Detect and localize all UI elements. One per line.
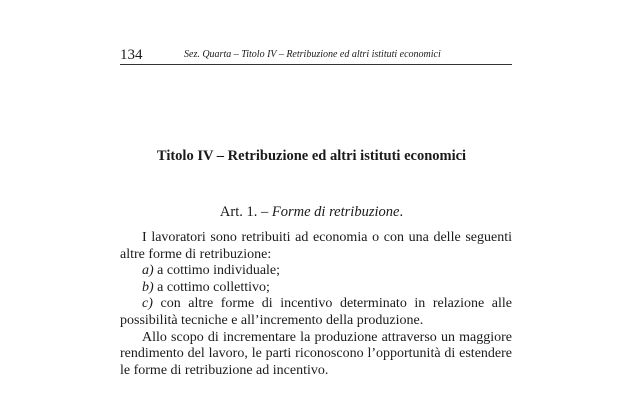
article-body <box>120 230 512 379</box>
intro-paragraph: I lavoratori sono retribuiti ad economia o con una delle seguenti altre forme di retribuzione: <box>120 230 512 262</box>
article-rubric-end: . <box>399 204 404 220</box>
running-title: Sez. Quarta – Titolo IV – Retribuzione ed altri istituti economici <box>184 49 441 60</box>
page-number: 134 <box>120 47 143 63</box>
list-item-text: a cottimo individuale; <box>153 263 281 279</box>
closing-paragraph: Allo scopo di incrementare la produzione attraverso un maggiore rendimento del lavoro, le parti riconoscono l’opportunità di estendere le forme di retribuzione ad incentivo. <box>120 329 512 378</box>
list-item-text: a cottimo collettivo; <box>153 279 270 295</box>
list-item-letter: b) <box>142 279 154 295</box>
section-title: Titolo IV – Retribuzione ed altri istituti economici <box>156 148 467 164</box>
list-item-text: con altre forme di incentivo determinato in relazione alle possibilità tecniche e all’incremento della produzione. <box>120 296 512 328</box>
list-item-b <box>120 280 512 297</box>
list-item-c <box>120 296 512 329</box>
running-header <box>120 46 512 65</box>
article-number: Art. 1. – <box>219 204 269 220</box>
list-item-letter: c) <box>142 296 153 312</box>
list-item-letter: a) <box>142 263 154 279</box>
article-heading <box>0 203 623 221</box>
list-item-a <box>120 263 512 280</box>
article-rubric: Forme di retribuzione <box>271 204 400 220</box>
